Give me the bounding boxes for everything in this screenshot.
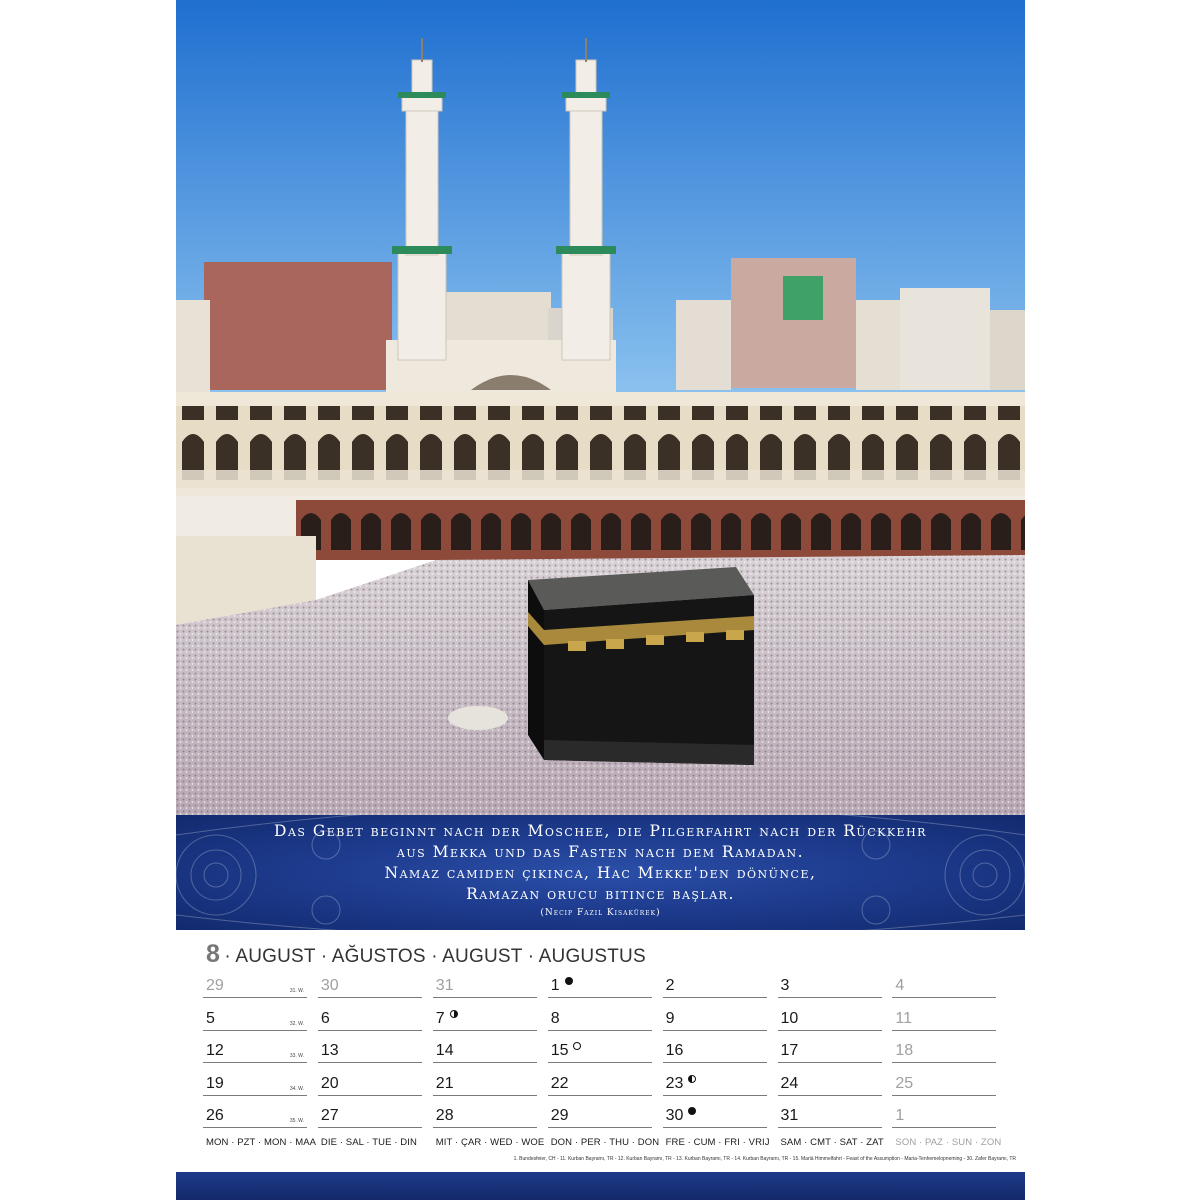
day-number: 13 [320,1042,339,1059]
day-cell [778,1034,882,1063]
day-number: 15 [550,1042,569,1059]
day-cell [548,1034,652,1063]
moon-phase-full-icon [573,1042,581,1050]
quote-line: Das Gebet beginnt nach der Moschee, die Pilgerfahrt nach der Rückkehr [274,822,927,840]
day-cell [548,969,652,998]
day-cell [433,1034,537,1063]
kaaba-photo [176,0,1025,815]
day-cell [778,1067,882,1096]
day-number: 22 [550,1074,569,1092]
day-cell [548,1067,652,1096]
quote-line: Namaz camiden çıkınca, Hac Mekke'den dönünce, [384,864,817,882]
week-number: 32. W. [289,1020,304,1027]
day-number: 4 [895,977,905,994]
quote-line: aus Mekka und das Fasten nach dem Ramadan. [396,843,805,861]
day-number: 31 [435,977,454,994]
weekday-label: MIT · ÇAR · WED · WOE [435,1137,545,1148]
day-number: 16 [665,1042,684,1059]
day-cell [548,1099,652,1128]
day-number: 20 [320,1074,339,1092]
day-cell [778,1002,882,1031]
week-number: 31. W. [289,988,304,994]
moon-phase-new-icon [565,977,573,985]
day-cell [892,1034,996,1063]
day-cell [433,969,537,998]
quote-banner [176,815,1025,930]
day-cell [203,1099,307,1128]
day-number: 19 [206,1074,224,1092]
day-cell [663,1067,767,1096]
day-cell [318,1002,422,1031]
weekday-label: FRE · CUM · FRI · VRIJ [665,1137,770,1148]
day-cell [318,1034,422,1063]
day-cell [892,969,996,998]
week-number: 35. W. [289,1118,304,1124]
day-cell [203,1034,307,1063]
day-number: 8 [550,1009,560,1027]
day-cell [318,1099,422,1128]
day-cell [778,969,882,998]
day-number: 14 [435,1042,454,1059]
day-number: 6 [320,1009,330,1027]
day-number: 9 [665,1009,675,1027]
day-number: 23 [665,1074,684,1092]
weekday-label: SAM · CMT · SAT · ZAT [780,1137,884,1148]
week-number: 33. W. [289,1053,304,1059]
day-cell [318,1067,422,1096]
day-number: 30 [665,1107,684,1124]
day-number: 1 [550,977,560,994]
day-number: 18 [895,1042,914,1059]
weekday-label: DIE · SAL · TUE · DIN [320,1137,417,1148]
calendar-page [176,0,1025,1200]
day-cell [663,1002,767,1031]
day-number: 7 [435,1009,445,1027]
day-number: 29 [206,977,224,994]
holidays-footnote: 1. Bundesfeier, CH - 11. Kurban Bayramı, TR - 12. Kurban Bayramı, TR - 13. Kurban Bayramı, TR - 14. Kurban Bayramı, TR - 15. Mariä Himmelfahrt - Feast of the Assumption - Maria-Tenhemelopneming - 30. Zafer Bayramı, TR [513,1156,1016,1162]
day-number: 10 [780,1009,799,1027]
weekday-row [206,1137,1006,1151]
day-cell [203,969,307,998]
week-number: 34. W. [289,1085,304,1092]
day-cell [778,1099,882,1128]
day-cell [892,1002,996,1031]
quote-author: (Necip Fazıl Kısakürek) [540,908,661,918]
moon-phase-first-icon [450,1010,458,1018]
moon-phase-last-icon [688,1075,696,1083]
day-number: 3 [780,977,790,994]
bottom-band [176,1172,1025,1200]
day-cell [548,1002,652,1031]
day-number: 30 [320,977,339,994]
day-cell [203,1067,307,1096]
day-number: 21 [435,1074,454,1092]
day-cell [663,1099,767,1128]
day-number: 31 [780,1107,799,1124]
month-number: 8 [206,940,220,968]
day-cell [663,969,767,998]
day-number: 28 [435,1107,454,1124]
month-names: · AUGUST · AĞUSTOS · AUGUST · AUGUSTUS [224,946,646,967]
day-cell [433,1067,537,1096]
quote [176,821,1025,918]
day-cell [663,1034,767,1063]
day-cell [892,1067,996,1096]
day-number: 5 [206,1009,215,1027]
day-number: 1 [895,1107,905,1124]
day-number: 11 [895,1009,912,1027]
day-cell [433,1099,537,1128]
day-cell [433,1002,537,1031]
day-number: 24 [780,1074,799,1092]
weekday-label: MON · PZT · MON · MAA [206,1137,317,1148]
day-cell [892,1099,996,1128]
day-number: 2 [665,977,675,994]
quote-line: Ramazan orucu bitince başlar. [466,885,735,903]
day-cell [318,969,422,998]
moon-phase-new-icon [688,1107,696,1115]
day-number: 12 [206,1042,224,1059]
weekday-label: SON · PAZ · SUN · ZON [895,1137,1002,1148]
month-header [206,940,646,968]
day-number: 27 [320,1107,339,1124]
day-number: 26 [206,1107,224,1124]
day-number: 29 [550,1107,569,1124]
day-number: 17 [780,1042,799,1059]
day-cell [203,1002,307,1031]
weekday-label: DON · PER · THU · DON [550,1137,660,1148]
day-number: 25 [895,1074,914,1092]
